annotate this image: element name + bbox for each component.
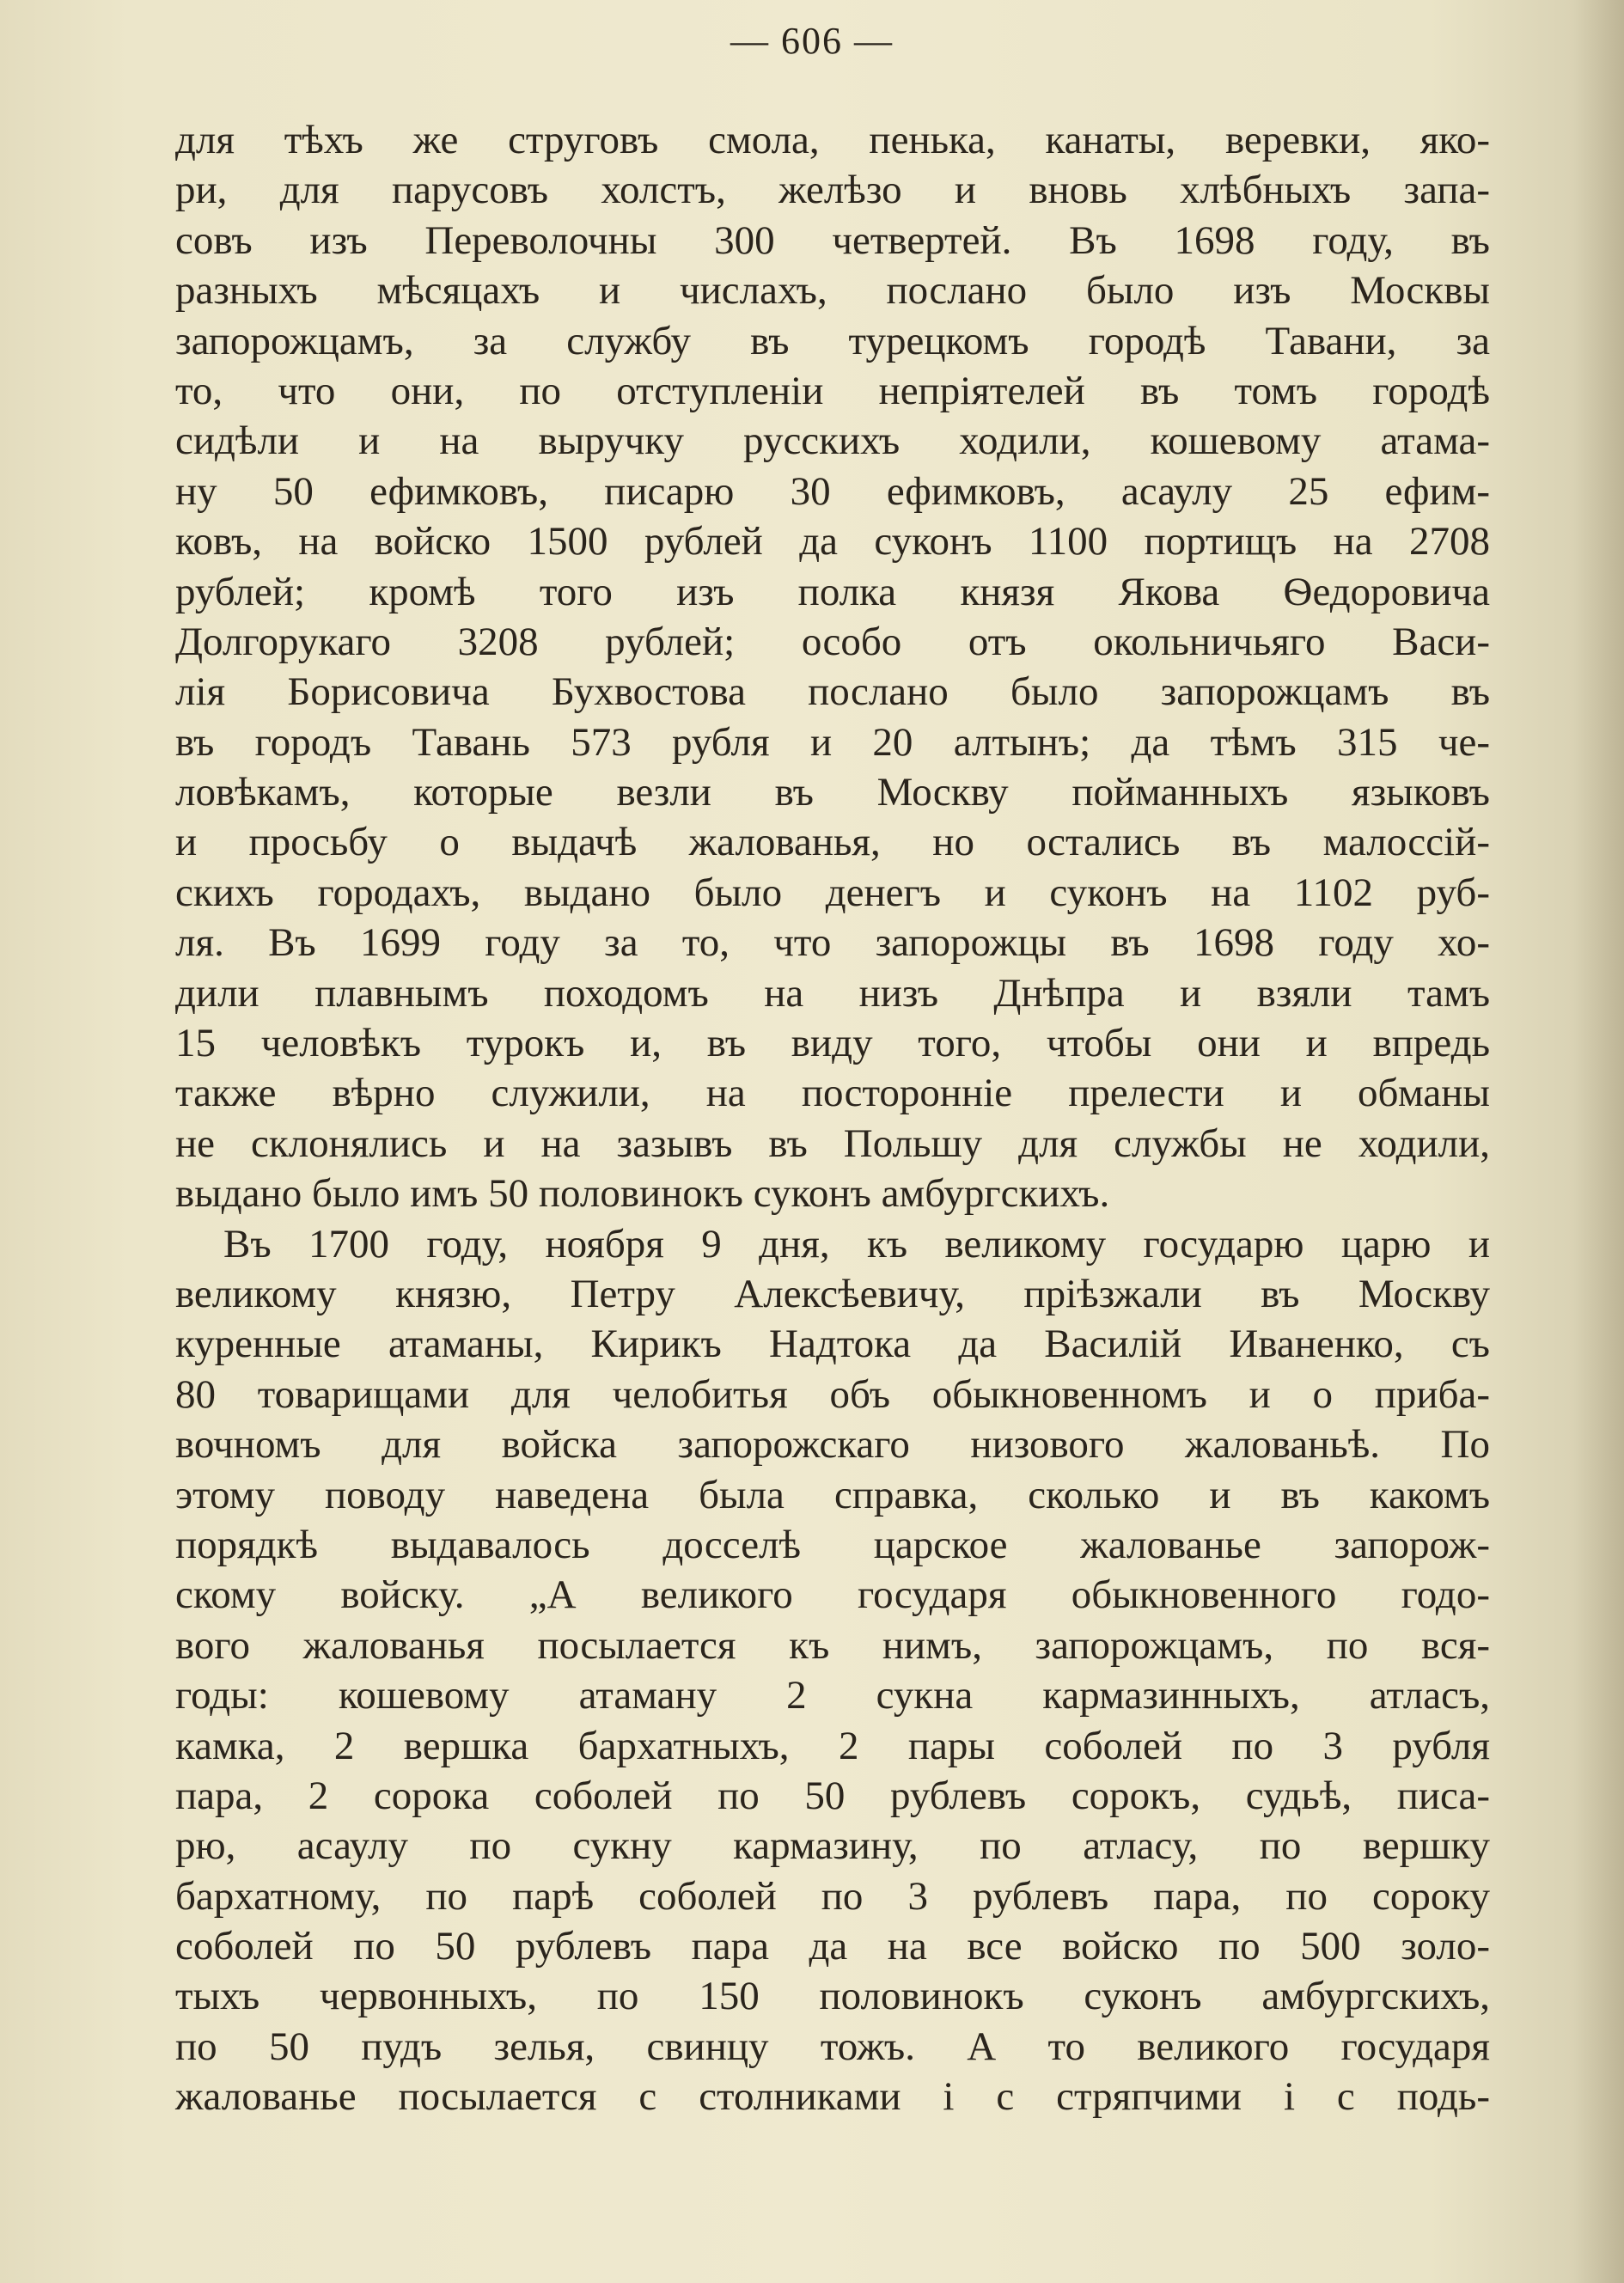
text-line: ковъ, на войско 1500 рублей да суконъ 1100 портищъ на 2708 bbox=[175, 519, 1490, 565]
text-line: по 50 пудъ зелья, свинцу тожъ. А то великого государя bbox=[175, 2024, 1490, 2069]
text-line: камка, 2 вершка бархатныхъ, 2 пары соболей по 3 рубля bbox=[175, 1723, 1490, 1768]
text-line: рублей; кромѣ того изъ полка князя Якова Ѳедоровича bbox=[175, 569, 1490, 614]
page-number: — 606 — bbox=[730, 20, 894, 62]
text-line: Долгорукаго 3208 рублей; особо отъ окольничьяго Васи- bbox=[175, 619, 1490, 664]
text-line: пара, 2 сорока соболей по 50 рублевъ сорокъ, судьѣ, писа- bbox=[175, 1773, 1490, 1818]
text-line: сидѣли и на выручку русскихъ ходили, кошевому атама- bbox=[175, 418, 1490, 464]
text-line: куренные атаманы, Кирикъ Надтока да Василій Иваненко, съ bbox=[175, 1322, 1490, 1367]
text-line: запорожцамъ, за службу въ турецкомъ городѣ Тавани, за bbox=[175, 318, 1490, 363]
text-line: 80 товарищами для челобитья объ обыкновенномъ и о приба- bbox=[175, 1371, 1490, 1417]
text-line: великому князю, Петру Алексѣевичу, пріѣзжали въ Москву bbox=[175, 1271, 1490, 1316]
text-line: ля. Въ 1699 году за то, что запорожцы въ 1698 году хо- bbox=[175, 920, 1490, 966]
page-edge-shadow bbox=[1572, 0, 1624, 2283]
paragraph-start-line: Въ 1700 году, ноября 9 дня, къ великому государю царю и bbox=[223, 1221, 1490, 1267]
text-line: бархатному, по парѣ соболей по 3 рублевъ пара, по сороку bbox=[175, 1873, 1490, 1919]
text-line: годы: кошевому атаману 2 сукна кармазинныхъ, атласъ, bbox=[175, 1673, 1490, 1718]
text-line: соболей по 50 рублевъ пара да на все войско по 500 золо- bbox=[175, 1924, 1490, 1969]
text-line: ловѣкамъ, которые везли въ Москву пойманныхъ языковъ bbox=[175, 770, 1490, 815]
text-line: лія Борисовича Бухвостова послано было запорожцамъ въ bbox=[175, 669, 1490, 715]
text-line: также вѣрно служили, на посторонніе прелести и обманы bbox=[175, 1071, 1490, 1116]
body-text bbox=[175, 115, 1490, 2122]
text-line: разныхъ мѣсяцахъ и числахъ, послано было изъ Москвы bbox=[175, 268, 1490, 314]
text-line: рю, асаулу по сукну кармазину, по атласу, по вершку bbox=[175, 1823, 1490, 1869]
text-line: порядкѣ выдавалось досселѣ царское жалованье запорож- bbox=[175, 1522, 1490, 1567]
text-line: жалованье посылается с столниками і с стряпчими і с подь- bbox=[175, 2074, 1490, 2120]
text-line: совъ изъ Переволочны 300 четвертей. Въ 1698 году, въ bbox=[175, 217, 1490, 263]
text-line: ри, для парусовъ холстъ, желѣзо и вновь хлѣбныхъ запа- bbox=[175, 168, 1490, 213]
text-line: вого жалованья посылается къ нимъ, запорожцамъ, по вся- bbox=[175, 1622, 1490, 1668]
text-line: не склонялись и на зазывъ въ Польшу для службы не ходили, bbox=[175, 1120, 1490, 1166]
paragraph-end-line: выдано было имъ 50 половинокъ суконъ амбургскихъ. bbox=[175, 1171, 1110, 1217]
text-line: этому поводу наведена была справка, сколько и въ какомъ bbox=[175, 1472, 1490, 1517]
text-line: скому войску. „А великого государя обыкновенного годо- bbox=[175, 1572, 1490, 1618]
text-line: въ городъ Тавань 573 рубля и 20 алтынъ; да тѣмъ 315 че- bbox=[175, 719, 1490, 765]
text-line: скихъ городахъ, выдано было денегъ и суконъ на 1102 руб- bbox=[175, 870, 1490, 915]
text-line: 15 человѣкъ турокъ и, въ виду того, чтобы они и впредь bbox=[175, 1021, 1490, 1066]
text-line: дили плавнымъ походомъ на низъ Днѣпра и взяли тамъ bbox=[175, 970, 1490, 1016]
text-line: тыхъ червонныхъ, по 150 половинокъ суконъ амбургскихъ, bbox=[175, 1974, 1490, 2019]
text-line: то, что они, по отступленіи непріятелей въ томъ городѣ bbox=[175, 368, 1490, 413]
text-line: ну 50 ефимковъ, писарю 30 ефимковъ, асаулу 25 ефим- bbox=[175, 468, 1490, 514]
text-line: для тѣхъ же струговъ смола, пенька, канаты, веревки, яко- bbox=[175, 118, 1490, 162]
text-line: вочномъ для войска запорожскаго низового жалованьѣ. По bbox=[175, 1422, 1490, 1468]
text-line: и просьбу о выдачѣ жалованья, но остались въ малоссій- bbox=[175, 820, 1490, 865]
